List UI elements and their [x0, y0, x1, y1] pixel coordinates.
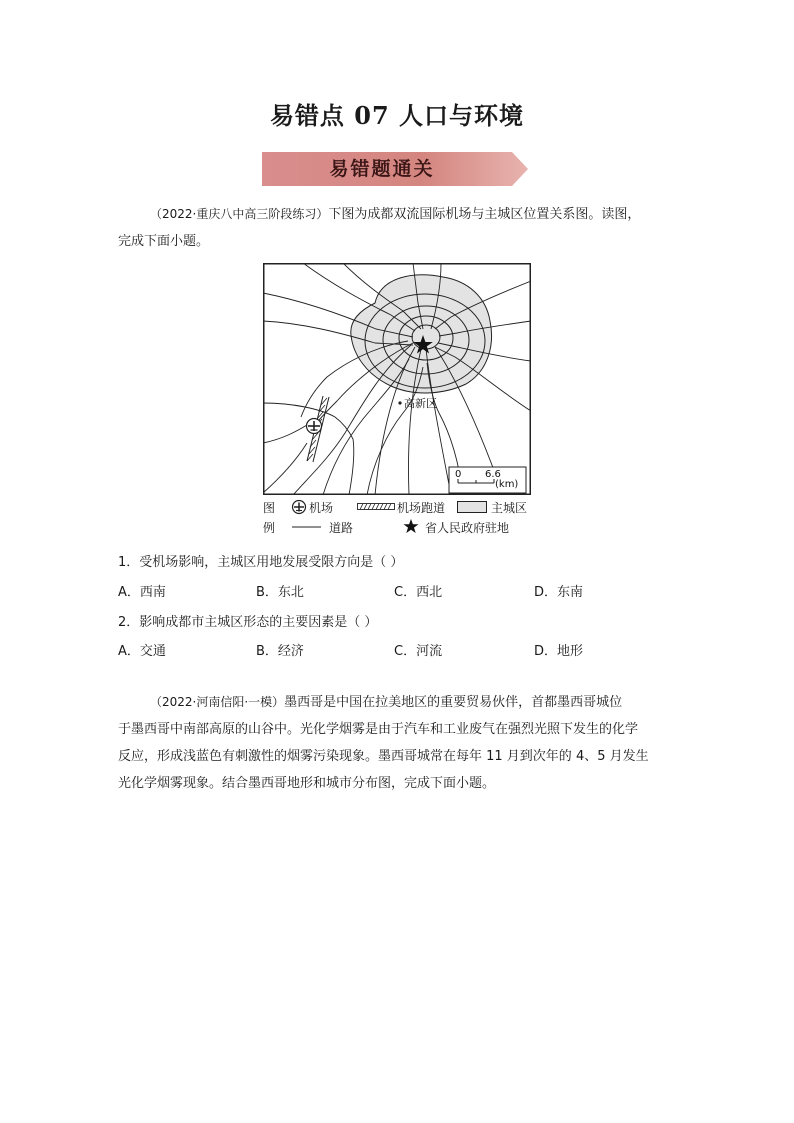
page-title: 易错点 07 人口与环境: [269, 101, 525, 130]
legend-tu: 图: [263, 501, 276, 515]
legend-urban-label: 主城区: [491, 501, 528, 515]
question-1-option-c: C．西北: [394, 585, 443, 600]
map-legend: [263, 497, 553, 539]
intro-text-line2: 完成下面小题。: [118, 234, 210, 249]
urban-area-icon: [457, 501, 487, 513]
scale-value: 6.6: [485, 469, 501, 480]
question-2-stem: 2．影响成都市主城区形态的主要因素是（ ）: [118, 615, 378, 630]
question-1-option-b: B．东北: [256, 585, 304, 600]
scale-zero: 0: [455, 469, 462, 480]
intro-text-line3: 反应，形成浅蓝色有刺激性的烟雾污染现象。墨西哥城常在每年 11 月到次年的 4、5 月发生: [118, 749, 649, 764]
star-icon: [403, 518, 419, 534]
question-1-option-a: A．西南: [118, 585, 166, 600]
legend-road-label: 道路: [329, 521, 354, 535]
legend-gov-label: 省人民政府驻地: [425, 521, 510, 535]
question-group-1-intro: [118, 201, 678, 255]
chengdu-airport-map: [263, 263, 531, 495]
intro-text-line2: 于墨西哥中南部高原的山谷中。光化学烟雾是由于汽车和工业废气在强烈光照下发生的化学: [118, 722, 639, 737]
question-2-option-d: D．地形: [534, 644, 584, 659]
legend-li: 例: [263, 521, 276, 535]
scale-unit: (km): [495, 479, 519, 490]
question-1-stem: 1．受机场影响，主城区用地发展受限方向是（ ）: [118, 555, 404, 570]
airport-icon: [291, 499, 307, 515]
source-label: （2022·重庆八中高三阶段练习）: [150, 207, 329, 221]
intro-text-line1: 墨西哥是中国在拉美地区的重要贸易伙伴，首都墨西哥城位: [284, 695, 623, 710]
question-2-option-c: C．河流: [394, 644, 443, 659]
runway-icon: [357, 503, 395, 511]
question-group-2-intro: [118, 689, 678, 797]
intro-text-line4: 光化学烟雾现象。结合墨西哥地形和城市分布图，完成下面小题。: [118, 776, 496, 791]
legend-runway-label: 机场跑道: [397, 501, 446, 515]
question-1-option-d: D．东南: [534, 585, 584, 600]
road-line-icon: [291, 519, 323, 535]
gaoxin-label: 高新区: [404, 397, 437, 410]
question-2-option-a: A．交通: [118, 644, 166, 659]
intro-text-line1: 下图为成都双流国际机场与主城区位置关系图。读图，: [328, 207, 641, 222]
legend-airport-label: 机场: [309, 501, 334, 515]
question-2-option-b: B．经济: [256, 644, 304, 659]
banner-title: 易错题通关: [329, 158, 435, 180]
airport-icon: [307, 419, 322, 434]
source-label: （2022·河南信阳·一模）: [150, 695, 285, 709]
